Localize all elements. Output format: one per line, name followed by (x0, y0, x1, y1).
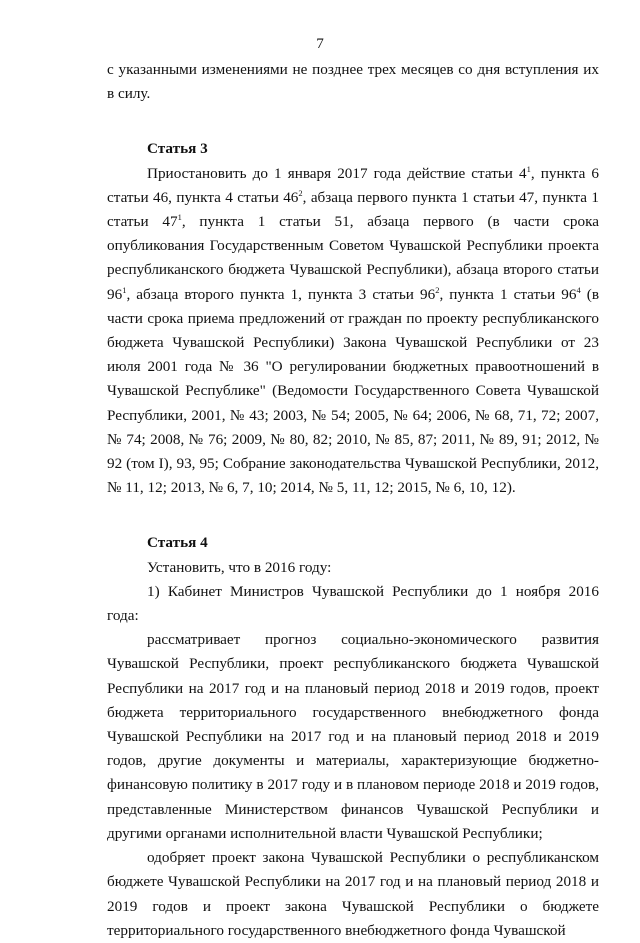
article-4-paragraph-4: одобряет проект закона Чувашской Республики о республиканском бюджете Чувашской Республики на 2017 год и на плановый период 2018 и 2019 годов и проект закона Чувашской Республики о бюджете территориального государственного внебюджетного фонда Чувашской (107, 849, 599, 939)
article-4-paragraph-2: 1) Кабинет Министров Чувашской Республики до 1 ноября 2016 года: (107, 582, 599, 625)
article-3-paragraph: Приостановить до 1 января 2017 года действие статьи $4^1$, пункта 6 статьи 46, пункта 4 статьи $46^2$, абзаца первого пункта 1 статьи 47, пункта 1 статьи $47^1$, пункта 1 статьи 51, абзаца первого (в части срока опубликования Государственным Советом Чувашской Республики проекта республиканского бюджета Чувашской Республики), абзаца второго статьи $96^1$, абзаца второго пункта 1, пункта 3 статьи $96^2$, пункта 1 статьи $96^4$ (в части срока приема предложений от граждан по проекту республиканского бюджета Чувашской Республики) Закона Чувашской Республики от 23 июля 2001 года № 36 "О регулировании бюджетных правоотношений в Чувашской Республике" (Ведомости Государственного Совета Чувашской Республики, 2001, № 43; 2003, № 54; 2005, № 64; 2006, № 68, 71, 72; 2007, № 74; 2008, № 76; 2009, № 80, 82; 2010, № 85, 87; 2011, № 89, 91; 2012, № 92 (том I), 93, 95; Собрание законодательства Чувашской Республики, 2012, № 11, 12; 2013, № 6, 7, 10; 2014, № 5, 11, 12; 2015, № 6, 10, 12). (107, 163, 599, 497)
page-number: 7 (316, 35, 324, 52)
article-3-heading: Статья 3 (147, 140, 208, 158)
document-body (107, 58, 599, 943)
article-4-paragraph-3: рассматривает прогноз социально-экономического развития Чувашской Республики, проект республиканского бюджета Чувашской Республики на 2017 год и на плановый период 2018 и 2019 годов, проект бюджета территориального государственного внебюджетного фонда Чувашской Республики на 2017 год и на плановый период 2018 и 2019 годов, другие документы и материалы, характеризующие бюджетно-финансовую политику в 2017 году и в плановом периоде 2018 и 2019 годов, представленные Министерством финансов Чувашской Республики и другими органами исполнительной власти Чувашской Республики; (107, 631, 599, 842)
intro-paragraph: с указанными изменениями не позднее трех месяцев со дня вступления их в силу. (107, 61, 599, 103)
article-4-paragraph-1: Установить, что в 2016 году: (147, 558, 332, 576)
article-4-heading: Статья 4 (147, 534, 208, 552)
